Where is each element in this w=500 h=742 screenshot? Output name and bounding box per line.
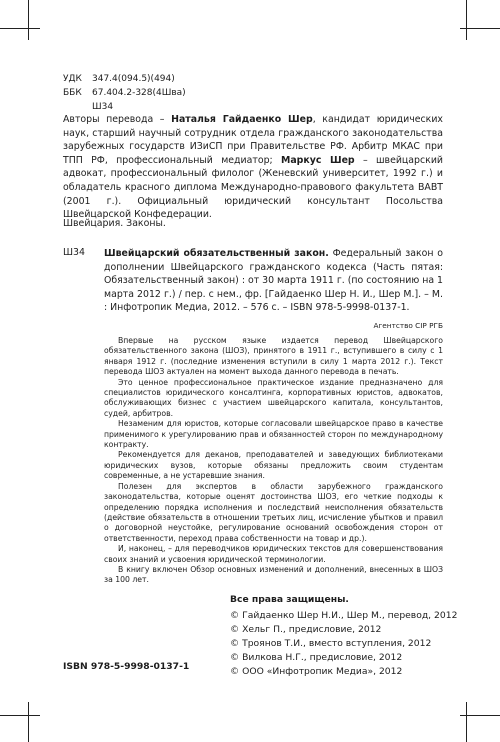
annotation-paragraph: Это ценное профессиональное практическое издание предназначено для специалистов юридического консалтинга, корпоративных юристов, адвокатов, обслуживающих бизнес с участием швейцарского капитала, консультантов, судей, арбитров. xyxy=(104,377,443,418)
crop-mark xyxy=(0,715,40,716)
annotation xyxy=(104,336,443,586)
udk-value: 347.4(094.5)(494) xyxy=(92,74,175,84)
crop-mark xyxy=(466,0,467,40)
annotation-paragraph: Незаменим для юристов, которые согласовали швейцарское право в качестве применимого к урегулированию прав и обязанностей сторон по международному контракту. xyxy=(104,419,443,450)
biblio-author-code: Ш34 xyxy=(63,247,85,258)
author-name-1: Наталья Гайдаенко Шер xyxy=(171,114,313,125)
subject-heading: Швейцария. Законы. xyxy=(63,218,166,229)
book-title: Швейцарский обязательственный закон. xyxy=(104,248,329,259)
rights-title: Все права защищены. xyxy=(230,594,349,605)
bibliographic-details: Федеральный закон о дополнении Швейцарского гражданского кодекса (Часть пятая: Обязательственный закон) : от 30 марта 1911 г. (по состоянию на 1 марта 2012 г.) / пер. с нем., фр. [Гайдаенко Шер Н. И., Шер М.]. – М. : Инфотропик Медиа, 2012. – 576 с. – ISBN 978-5-9998-0137-1. xyxy=(104,248,444,314)
author-bio-1: , кандидат юридических наук, старший научный сотрудник отдела гражданского законодательства зарубежных государств ИЗиСП при Правительстве РФ. Арбитр МКАС при ТПП РФ, профессиональный медиатор; xyxy=(63,114,443,166)
crop-mark xyxy=(460,715,500,716)
bbk-value: 67.404.2-328(4Шва) xyxy=(92,88,186,98)
author-code: Ш34 xyxy=(92,102,114,112)
annotation-paragraph: Рекомендуется для деканов, преподавателей и заведующих библиотеками юридических вузов, которые обязаны предложить своим студентам современные, а не устаревшие знания. xyxy=(104,450,443,481)
bibliographic-record xyxy=(104,247,443,315)
bbk-row xyxy=(63,86,186,100)
classification-block xyxy=(63,72,186,114)
bbk-label: ББК xyxy=(63,88,82,98)
copyright-line: © Хельг П., предисловие, 2012 xyxy=(230,624,382,635)
annotation-paragraph: И, наконец, – для переводчиков юридических текстов для совершенствования своих знаний и усвоения юридической терминологии. xyxy=(104,544,443,564)
udk-row xyxy=(63,72,186,86)
annotation-paragraph: Полезен для экспертов в области зарубежного гражданского законодательства, которые оценят достоинства ШОЗ, его четкие подходы к определению порядка исполнения и последствий неисполнения обязательств (действие обязательств в отношении третьих лиц, исчисление убытков и правил о договорной неустойке, регулирование оснований освобождения сторон от ответственности, переход права собственности на товар и др.). xyxy=(104,481,443,543)
crop-mark xyxy=(466,702,467,742)
author-name-2: Маркус Шер xyxy=(281,154,355,166)
annotation-paragraph: Впервые на русском языке издается перевод Швейцарского обязательственного закона (ШОЗ), принятого в 1911 г., вступившего в силу с 1 января 1912 г. (последние изменения вступили в силу 1 марта 2012 г.). Текст перевода ШОЗ актуален на момент выхода данного перевода в печать. xyxy=(104,336,443,377)
crop-mark xyxy=(0,28,40,29)
copyright-line: © Гайдаенко Шер Н.И., Шер М., перевод, 2012 xyxy=(230,610,458,621)
crop-mark xyxy=(460,28,500,29)
copyright-list xyxy=(230,609,457,679)
author-code-row xyxy=(63,100,186,114)
annotation-paragraph: В книгу включен Обзор основных изменений и дополнений, внесенных в ШОЗ за 100 лет. xyxy=(104,564,443,585)
cip-agency: Агентство CIP РГБ xyxy=(373,321,443,330)
authors-intro: Авторы перевода – xyxy=(63,114,172,125)
udk-label: УДК xyxy=(63,74,82,84)
copyright-line: © Вилкова Н.Г., предисловие, 2012 xyxy=(230,652,403,663)
crop-mark xyxy=(28,702,29,742)
crop-mark xyxy=(28,0,29,40)
isbn: ISBN 978-5-9998-0137-1 xyxy=(63,661,190,672)
authors-paragraph xyxy=(63,113,443,222)
copyright-line: © Троянов Т.И., вместо вступления, 2012 xyxy=(230,638,432,649)
author-bio-2: – швейцарский адвокат, профессиональный филолог (Женевский университет, 1992 г.) и обладатель красного диплома Международно-правового факультета ВАВТ (2001 г.). Официальный юридический консультант Посольства Швейцарской Конфедерации. xyxy=(63,154,444,221)
copyright-line: © ООО «Инфотропик Медиа», 2012 xyxy=(230,666,403,677)
